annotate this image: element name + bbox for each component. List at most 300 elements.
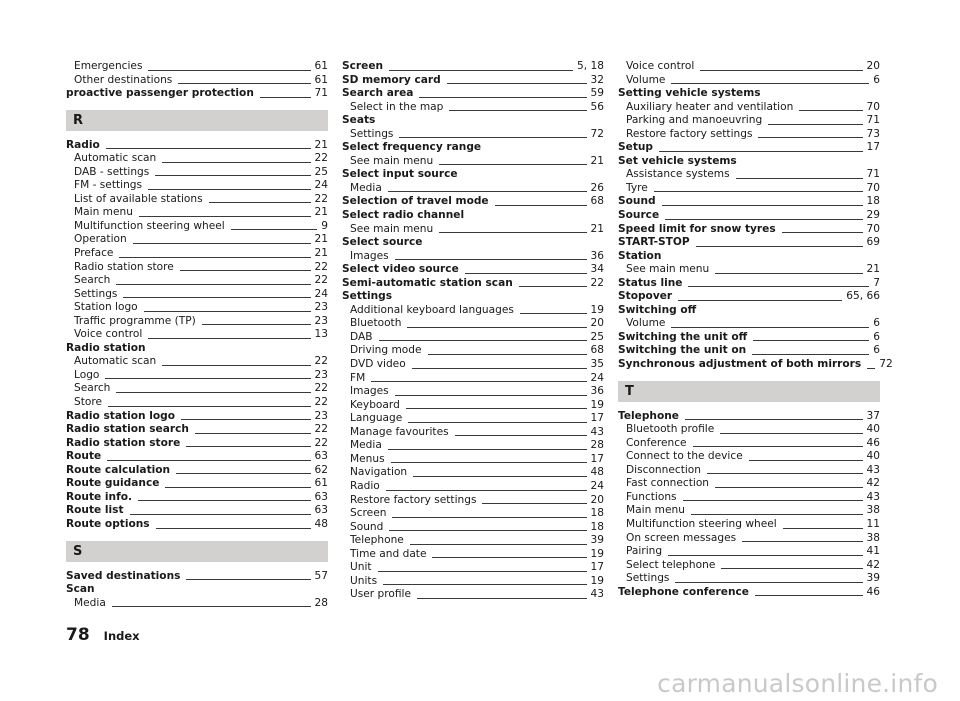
page-reference: 21 xyxy=(314,206,328,219)
index-subentry xyxy=(342,548,604,562)
index-subentry xyxy=(66,220,328,234)
leader-line xyxy=(202,324,311,325)
page-reference: 43 xyxy=(866,463,880,476)
leader-line xyxy=(867,368,875,369)
page-reference: 68 xyxy=(590,344,604,357)
leader-line xyxy=(683,500,863,501)
entry-label: proactive passenger protection xyxy=(66,87,254,100)
index-entry xyxy=(618,358,893,372)
leader-line xyxy=(520,313,587,314)
page-reference: 21 xyxy=(590,154,604,167)
index-entry xyxy=(618,304,880,318)
leader-line xyxy=(386,490,587,491)
page-reference: 22 xyxy=(314,260,328,273)
entry-label: Images xyxy=(350,385,389,398)
entry-label: Unit xyxy=(350,561,372,574)
index-subentry xyxy=(66,315,328,329)
entry-label: Media xyxy=(350,181,382,194)
index-entry xyxy=(342,141,604,155)
index-subentry xyxy=(66,166,328,180)
index-subentry xyxy=(342,534,604,548)
leader-line xyxy=(123,297,310,298)
page-reference: 7 xyxy=(873,276,880,289)
index-subentry xyxy=(618,423,880,437)
index-subentry xyxy=(342,439,604,453)
leader-line xyxy=(752,354,869,355)
page-reference: 18 xyxy=(590,520,604,533)
page-reference: 17 xyxy=(590,452,604,465)
leader-line xyxy=(707,473,863,474)
section-letter-header: T xyxy=(618,381,880,402)
index-entry xyxy=(618,87,880,101)
index-subentry xyxy=(342,507,604,521)
leader-line xyxy=(693,446,863,447)
page-reference: 17 xyxy=(590,412,604,425)
page-reference: 40 xyxy=(866,450,880,463)
leader-line xyxy=(783,528,863,529)
leader-line xyxy=(107,460,310,461)
page-reference: 71 xyxy=(314,87,328,100)
page-reference: 41 xyxy=(866,545,880,558)
leader-line xyxy=(388,191,587,192)
leader-line xyxy=(156,528,311,529)
index-subentry xyxy=(618,450,880,464)
leader-line xyxy=(758,137,862,138)
page-reference: 38 xyxy=(866,504,880,517)
entry-label: Volume xyxy=(626,73,666,86)
index-entry xyxy=(342,74,604,88)
page-reference: 19 xyxy=(590,547,604,560)
entry-label: Manage favourites xyxy=(350,425,449,438)
index-subentry xyxy=(342,317,604,331)
page-reference: 24 xyxy=(590,371,604,384)
leader-line xyxy=(671,83,869,84)
leader-line xyxy=(148,70,310,71)
entry-label: Voice control xyxy=(626,60,695,72)
index-subentry xyxy=(342,480,604,494)
page-reference: 57 xyxy=(314,569,328,582)
leader-line xyxy=(654,191,863,192)
entry-label: Emergencies xyxy=(74,60,143,72)
entry-label: Connect to the device xyxy=(626,450,743,463)
entry-label: Preface xyxy=(74,247,114,260)
index-entry xyxy=(342,277,604,291)
entry-label: User profile xyxy=(350,588,411,601)
index-entry xyxy=(342,168,604,182)
leader-line xyxy=(439,232,586,233)
entry-label: Telephone xyxy=(618,409,679,422)
entry-label: Radio station logo xyxy=(66,409,175,422)
index-subentry xyxy=(66,396,328,410)
entry-label: Route guidance xyxy=(66,477,160,490)
index-subentry xyxy=(66,233,328,247)
leader-line xyxy=(176,473,310,474)
leader-line xyxy=(685,419,863,420)
entry-label: Language xyxy=(350,412,403,425)
page-reference: 11 xyxy=(866,517,880,530)
index-subentry xyxy=(618,182,880,196)
leader-line xyxy=(116,284,310,285)
index-subentry xyxy=(618,477,880,491)
entry-label: START-STOP xyxy=(618,236,690,249)
entry-label: Images xyxy=(350,249,389,262)
index-subentry xyxy=(66,328,328,342)
index-entry xyxy=(342,60,604,74)
page-reference: 46 xyxy=(866,436,880,449)
page-reference: 22 xyxy=(314,436,328,449)
leader-line xyxy=(455,435,587,436)
entry-label: Automatic scan xyxy=(74,355,157,368)
entry-label: Sound xyxy=(618,195,656,208)
page-reference: 22 xyxy=(314,192,328,205)
entry-label: Screen xyxy=(350,507,387,520)
leader-line xyxy=(675,582,862,583)
page-reference: 24 xyxy=(590,479,604,492)
leader-line xyxy=(715,487,862,488)
leader-line xyxy=(428,354,587,355)
entry-label: Sound xyxy=(350,520,384,533)
entry-label: Driving mode xyxy=(350,344,422,357)
entry-label: Navigation xyxy=(350,466,408,479)
leader-line xyxy=(148,338,310,339)
page-reference: 17 xyxy=(866,141,880,154)
leader-line xyxy=(419,97,586,98)
index-subentry xyxy=(342,494,604,508)
entry-label: Restore factory settings xyxy=(350,493,477,506)
leader-line xyxy=(413,476,586,477)
leader-line xyxy=(408,422,586,423)
leader-line xyxy=(148,189,310,190)
index-subentry xyxy=(342,155,604,169)
entry-label: Selection of travel mode xyxy=(342,195,489,208)
index-subentry xyxy=(342,453,604,467)
index-subentry xyxy=(342,385,604,399)
entry-label: Select source xyxy=(342,236,423,249)
page-reference: 26 xyxy=(590,181,604,194)
leader-line xyxy=(392,517,586,518)
section-letter-header: S xyxy=(66,541,328,562)
leader-line xyxy=(139,216,311,217)
entry-label: Stopover xyxy=(618,290,673,303)
leader-line xyxy=(155,175,310,176)
entry-label: Multifunction steering wheel xyxy=(626,517,777,530)
index-subentry xyxy=(342,466,604,480)
entry-label: Search xyxy=(74,274,111,287)
page-reference: 61 xyxy=(314,73,328,86)
index-entry xyxy=(66,410,328,424)
leader-line xyxy=(749,460,863,461)
entry-label: SD memory card xyxy=(342,73,441,86)
page-reference: 22 xyxy=(314,382,328,395)
index-subentry xyxy=(66,288,328,302)
entry-label: Setup xyxy=(618,141,654,154)
index-subentry xyxy=(66,60,328,74)
entry-label: Settings xyxy=(74,287,118,300)
index-subentry xyxy=(66,382,328,396)
page-reference: 69 xyxy=(866,236,880,249)
entry-label: Logo xyxy=(74,368,100,381)
index-subentry xyxy=(618,114,880,128)
page-reference: 24 xyxy=(314,179,328,192)
entry-label: Time and date xyxy=(350,547,427,560)
leader-line xyxy=(715,273,862,274)
index-subentry xyxy=(66,301,328,315)
index-entry xyxy=(618,410,880,424)
page-reference: 25 xyxy=(590,330,604,343)
entry-label: Select input source xyxy=(342,168,458,181)
entry-label: Route info. xyxy=(66,490,132,503)
leader-line xyxy=(106,148,311,149)
leader-line xyxy=(389,530,586,531)
page-reference: 6 xyxy=(873,73,880,86)
page-reference: 21 xyxy=(866,263,880,276)
index-subentry xyxy=(342,412,604,426)
page-reference: 19 xyxy=(590,303,604,316)
index-subentry xyxy=(342,588,604,602)
leader-line xyxy=(133,243,311,244)
page-reference: 70 xyxy=(866,181,880,194)
leader-line xyxy=(260,97,311,98)
leader-line xyxy=(720,433,862,434)
index-entry xyxy=(618,250,880,264)
leader-line xyxy=(186,446,310,447)
entry-label: Radio station store xyxy=(74,260,174,273)
entry-label: Pairing xyxy=(626,545,663,558)
leader-line xyxy=(755,595,863,596)
page-reference: 21 xyxy=(314,247,328,260)
entry-label: Other destinations xyxy=(74,73,173,86)
leader-line xyxy=(439,164,586,165)
entry-label: Bluetooth profile xyxy=(626,423,715,436)
entry-label: Radio station xyxy=(66,341,146,354)
index-subentry xyxy=(618,559,880,573)
leader-line xyxy=(742,541,862,542)
entry-label: Units xyxy=(350,574,378,587)
page-reference: 71 xyxy=(866,168,880,181)
page-reference: 22 xyxy=(314,355,328,368)
index-subentry xyxy=(342,561,604,575)
index-entry xyxy=(618,223,880,237)
entry-label: Station logo xyxy=(74,301,138,314)
page-reference: 70 xyxy=(866,222,880,235)
entry-label: Screen xyxy=(342,60,384,72)
entry-label: Fast connection xyxy=(626,477,710,490)
page-reference: 22 xyxy=(314,274,328,287)
entry-label: Station xyxy=(618,249,662,262)
index-subentry xyxy=(342,304,604,318)
entry-label: Media xyxy=(350,439,382,452)
page-reference: 48 xyxy=(590,466,604,479)
page-reference: 72 xyxy=(590,127,604,140)
page-reference: 70 xyxy=(866,100,880,113)
page-reference: 18 xyxy=(590,507,604,520)
entry-label: FM - settings xyxy=(74,179,143,192)
page-reference: 6 xyxy=(873,344,880,357)
entry-label: DAB xyxy=(350,330,373,343)
index-subentry xyxy=(66,179,328,193)
leader-line xyxy=(432,557,586,558)
page-reference: 18 xyxy=(866,195,880,208)
page-reference: 39 xyxy=(590,534,604,547)
index-subentry xyxy=(342,358,604,372)
entry-label: Tyre xyxy=(626,181,648,194)
page-reference: 22 xyxy=(314,396,328,409)
page-reference: 24 xyxy=(314,287,328,300)
footer-title: Index xyxy=(103,629,140,643)
page-reference: 65, 66 xyxy=(846,290,880,303)
entry-label: Select telephone xyxy=(626,558,716,571)
index-subentry xyxy=(66,274,328,288)
leader-line xyxy=(407,327,586,328)
index-subentry xyxy=(618,572,880,586)
index-entry xyxy=(342,263,604,277)
entry-label: Radio station store xyxy=(66,436,181,449)
leader-line xyxy=(696,246,863,247)
leader-line xyxy=(388,449,587,450)
entry-label: Restore factory settings xyxy=(626,127,753,140)
index-entry xyxy=(66,87,328,101)
page-reference: 6 xyxy=(873,330,880,343)
index-entry xyxy=(66,570,328,584)
entry-label: Select in the map xyxy=(350,100,444,113)
entry-label: Select frequency range xyxy=(342,141,482,154)
page-reference: 28 xyxy=(590,439,604,452)
leader-line xyxy=(721,568,862,569)
page-reference: 9 xyxy=(321,219,328,232)
page-reference: 20 xyxy=(866,60,880,72)
page-reference: 23 xyxy=(314,314,328,327)
index-column-3 xyxy=(618,60,893,599)
leader-line xyxy=(688,286,869,287)
entry-label: Radio xyxy=(66,138,100,151)
entry-label: Switching the unit off xyxy=(618,330,748,343)
leader-line xyxy=(678,300,842,301)
index-subentry xyxy=(618,437,880,451)
entry-label: Keyboard xyxy=(350,398,400,411)
leader-line xyxy=(662,205,863,206)
page-reference: 13 xyxy=(314,328,328,341)
entry-label: Additional keyboard languages xyxy=(350,303,514,316)
page-reference: 23 xyxy=(314,301,328,314)
page-reference: 40 xyxy=(866,423,880,436)
index-entry xyxy=(66,504,328,518)
entry-label: Multifunction steering wheel xyxy=(74,219,225,232)
entry-label: Source xyxy=(618,209,660,222)
entry-label: Automatic scan xyxy=(74,152,157,165)
leader-line xyxy=(671,327,869,328)
entry-label: Auxiliary heater and ventilation xyxy=(626,100,794,113)
index-subentry xyxy=(618,504,880,518)
entry-label: Traffic programme (TP) xyxy=(74,314,196,327)
leader-line xyxy=(162,365,310,366)
leader-line xyxy=(668,555,862,556)
index-entry xyxy=(342,209,604,223)
index-subentry xyxy=(66,369,328,383)
page-reference: 39 xyxy=(866,572,880,585)
leader-line xyxy=(112,606,311,607)
entry-label: Disconnection xyxy=(626,463,701,476)
index-entry xyxy=(66,477,328,491)
page-reference: 6 xyxy=(873,317,880,330)
index-subentry xyxy=(618,532,880,546)
page-reference: 35 xyxy=(590,358,604,371)
index-subentry xyxy=(66,206,328,220)
index-subentry xyxy=(66,152,328,166)
index-entry xyxy=(618,344,880,358)
page-reference: 48 xyxy=(314,517,328,530)
entry-label: Bluetooth xyxy=(350,317,402,330)
leader-line xyxy=(753,340,869,341)
entry-label: Main menu xyxy=(74,206,133,219)
index-column-1 xyxy=(66,60,328,610)
index-entry xyxy=(66,491,328,505)
page-reference: 20 xyxy=(590,493,604,506)
entry-label: Search xyxy=(74,382,111,395)
page-reference: 63 xyxy=(314,504,328,517)
leader-line xyxy=(799,110,862,111)
index-entry xyxy=(618,331,880,345)
index-subentry xyxy=(618,317,880,331)
leader-line xyxy=(391,462,587,463)
index-subentry xyxy=(618,74,880,88)
leader-line xyxy=(736,178,863,179)
leader-line xyxy=(412,368,587,369)
page-reference: 61 xyxy=(314,60,328,72)
entry-label: Synchronous adjustment of both mirrors xyxy=(618,358,862,371)
entry-label: Telephone xyxy=(350,534,404,547)
page-reference: 22 xyxy=(590,276,604,289)
index-column-2 xyxy=(342,60,604,602)
watermark: carmanualsonline.info xyxy=(657,669,938,698)
page-reference: 72 xyxy=(879,358,893,371)
leader-line xyxy=(665,219,862,220)
entry-label: See main menu xyxy=(350,154,434,167)
page-reference: 61 xyxy=(314,477,328,490)
page-reference: 68 xyxy=(590,195,604,208)
page-reference: 36 xyxy=(590,385,604,398)
leader-line xyxy=(195,433,311,434)
leader-line xyxy=(116,392,310,393)
leader-line xyxy=(371,381,586,382)
entry-label: Speed limit for snow tyres xyxy=(618,222,776,235)
page-reference: 21 xyxy=(314,138,328,151)
index-entry xyxy=(342,87,604,101)
leader-line xyxy=(378,571,587,572)
entry-label: On screen messages xyxy=(626,531,737,544)
page-reference: 29 xyxy=(866,209,880,222)
leader-line xyxy=(449,110,586,111)
page-reference: 23 xyxy=(314,409,328,422)
entry-label: Scan xyxy=(66,583,95,596)
page-reference: 20 xyxy=(590,317,604,330)
page-reference: 42 xyxy=(866,558,880,571)
index-subentry xyxy=(342,372,604,386)
index-subentry xyxy=(66,597,328,611)
leader-line xyxy=(465,273,587,274)
page-reference: 19 xyxy=(590,398,604,411)
leader-line xyxy=(180,270,311,271)
page-reference: 22 xyxy=(314,152,328,165)
entry-label: Settings xyxy=(626,572,670,585)
index-subentry xyxy=(342,575,604,589)
section-letter-header: R xyxy=(66,110,328,131)
leader-line xyxy=(691,514,863,515)
leader-line xyxy=(395,259,587,260)
entry-label: Route calculation xyxy=(66,463,171,476)
page-footer xyxy=(66,625,140,645)
index-subentry xyxy=(618,60,880,74)
leader-line xyxy=(379,340,587,341)
